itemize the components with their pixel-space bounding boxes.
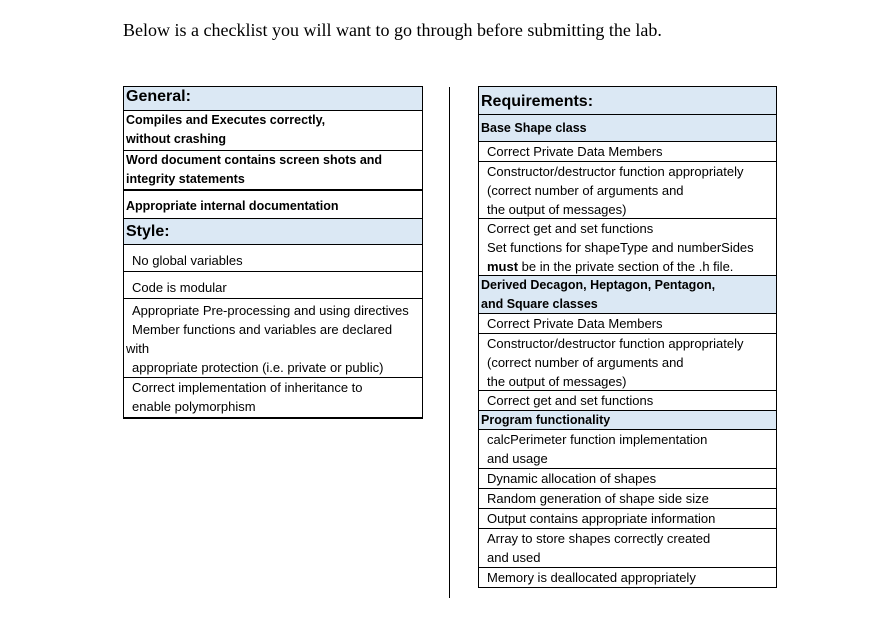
checklist-item bbox=[478, 469, 777, 489]
base-shape-title: Base Shape class bbox=[481, 121, 587, 135]
item-line: appropriate protection (i.e. private or public) bbox=[132, 360, 384, 375]
item-line: (correct number of arguments and bbox=[487, 355, 684, 370]
derived-classes-header bbox=[478, 276, 777, 314]
item-line: Word document contains screen shots and bbox=[126, 153, 383, 167]
program-functionality-header bbox=[478, 411, 777, 430]
item-line: Dynamic allocation of shapes bbox=[487, 471, 657, 486]
item-line: without crashing bbox=[126, 132, 226, 146]
item-line: integrity statements bbox=[126, 172, 245, 186]
checklist-item bbox=[478, 430, 777, 469]
checklist-item bbox=[123, 151, 423, 191]
checklist-item bbox=[478, 142, 777, 162]
checklist-item bbox=[478, 219, 777, 276]
checklist-item bbox=[478, 529, 777, 568]
checklist-item bbox=[123, 272, 423, 299]
derived-title-line: and Square classes bbox=[481, 297, 598, 311]
item-line: Correct get and set functions bbox=[487, 221, 654, 236]
requirements-title: Requirements: bbox=[481, 93, 594, 110]
item-line: Code is modular bbox=[132, 280, 227, 295]
checklist-item bbox=[478, 509, 777, 529]
checklist-item bbox=[123, 299, 423, 320]
checklist-item bbox=[123, 320, 423, 378]
item-line: calcPerimeter function implementation bbox=[487, 432, 708, 447]
checklist-item bbox=[478, 391, 777, 411]
style-title: Style: bbox=[126, 223, 170, 240]
general-header bbox=[123, 86, 423, 111]
item-line: the output of messages) bbox=[487, 374, 627, 389]
item-line: Set functions for shapeType and numberSides bbox=[487, 240, 754, 255]
item-line: and used bbox=[487, 550, 541, 565]
item-line: Compiles and Executes correctly, bbox=[126, 113, 326, 127]
item-line: Constructor/destructor function appropriately bbox=[487, 336, 744, 351]
item-line: Array to store shapes correctly created bbox=[487, 531, 711, 546]
checklist-item bbox=[123, 245, 423, 272]
item-line: enable polymorphism bbox=[132, 399, 256, 414]
item-line: Correct get and set functions bbox=[487, 393, 654, 408]
item-line: with bbox=[126, 341, 150, 356]
base-shape-header bbox=[478, 115, 777, 142]
column-divider bbox=[449, 87, 450, 598]
item-line: Random generation of shape side size bbox=[487, 491, 709, 506]
general-title: General: bbox=[126, 88, 191, 105]
derived-title-line: Derived Decagon, Heptagon, Pentagon, bbox=[481, 278, 716, 292]
checklist-item bbox=[123, 111, 423, 151]
style-header bbox=[123, 219, 423, 245]
item-line: Correct Private Data Members bbox=[487, 316, 663, 331]
must-emphasis: must bbox=[487, 259, 519, 274]
requirements-header bbox=[478, 86, 777, 115]
item-line: Correct Private Data Members bbox=[487, 144, 663, 159]
item-line: Correct implementation of inheritance to bbox=[132, 380, 363, 395]
item-line bbox=[481, 257, 774, 276]
item-line: Appropriate internal documentation bbox=[126, 199, 339, 213]
item-line: Appropriate Pre-processing and using directives bbox=[132, 303, 409, 318]
general-style-checklist bbox=[123, 86, 423, 419]
item-line: Output contains appropriate information bbox=[487, 511, 716, 526]
item-line: the output of messages) bbox=[487, 202, 627, 217]
checklist-item bbox=[478, 314, 777, 334]
checklist-item bbox=[478, 334, 777, 391]
item-line: No global variables bbox=[132, 253, 243, 268]
intro-text: Below is a checklist you will want to go through before submitting the lab. bbox=[123, 20, 662, 40]
must-rest: be in the private section of the .h file. bbox=[518, 259, 734, 274]
item-line: Constructor/destructor function appropriately bbox=[487, 164, 744, 179]
item-line: and usage bbox=[487, 451, 548, 466]
checklist-item bbox=[123, 378, 423, 419]
requirements-checklist bbox=[478, 86, 777, 588]
checklist-item bbox=[123, 191, 423, 219]
checklist-item bbox=[478, 162, 777, 219]
checklist-item bbox=[478, 489, 777, 509]
checklist-item bbox=[478, 568, 777, 588]
item-line: Memory is deallocated appropriately bbox=[487, 570, 696, 585]
item-line: (correct number of arguments and bbox=[487, 183, 684, 198]
program-title: Program functionality bbox=[481, 413, 611, 427]
item-line: Member functions and variables are declared bbox=[132, 322, 393, 337]
